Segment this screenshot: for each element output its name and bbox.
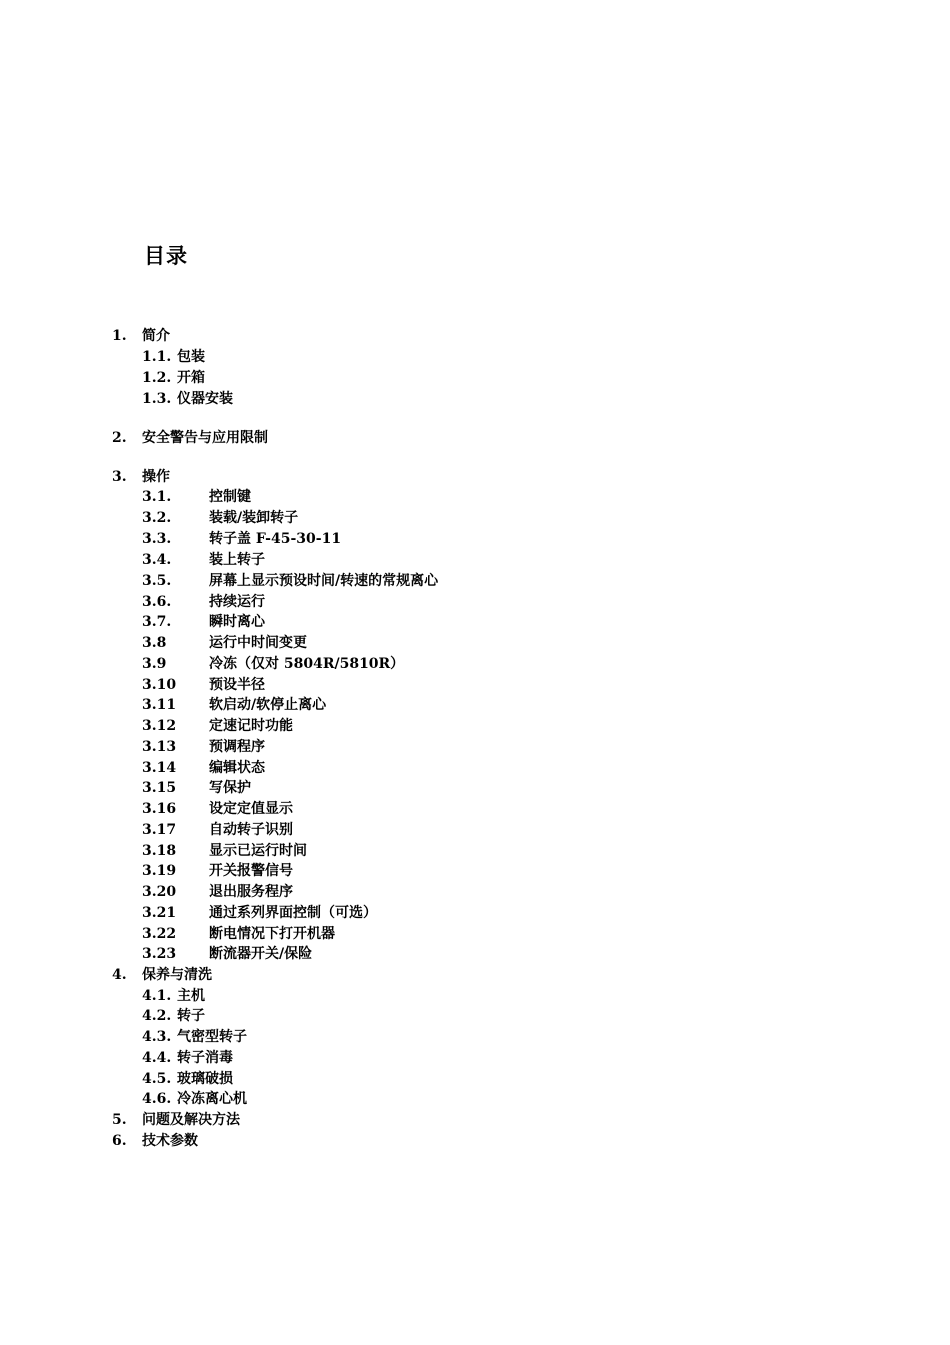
toc-entry-number: 4.2.	[142, 1008, 172, 1024]
toc-entry-text: 装载/装卸转子	[209, 510, 299, 526]
toc-entry-number: 4.4.	[142, 1050, 172, 1066]
toc-entry-text: 玻璃破损	[177, 1071, 233, 1087]
toc-entry-number: 6.	[112, 1133, 127, 1149]
toc-entry-text: 气密型转子	[177, 1029, 247, 1045]
toc-entry-text: 转子盖 F-45-30-11	[209, 531, 342, 547]
toc-entry-text: 显示已运行时间	[209, 843, 307, 859]
toc-entry-text: 冷冻（仅对 5804R/5810R）	[209, 656, 405, 672]
toc-entry-text: 安全警告与应用限制	[142, 430, 268, 446]
toc-entry-number: 3.18	[142, 843, 177, 859]
toc-entry-text: 瞬时离心	[209, 614, 265, 630]
toc-entry-text: 包装	[177, 349, 205, 365]
toc-entry-number: 3.	[112, 469, 127, 485]
toc-entry-number: 1.3.	[142, 391, 172, 407]
toc-entry-text: 保养与清洗	[142, 967, 212, 983]
toc-entry-number: 3.8	[142, 635, 167, 651]
toc-entry-text: 定速记时功能	[209, 718, 293, 734]
toc-entry-number: 3.9	[142, 656, 167, 672]
toc-entry-number: 3.20	[142, 884, 177, 900]
toc-entry-number: 3.13	[142, 739, 177, 755]
toc-entry-text: 开关报警信号	[209, 863, 293, 879]
toc-entry-number: 4.1.	[142, 988, 172, 1004]
toc-entry-text: 问题及解决方法	[142, 1112, 240, 1128]
toc-entry-text: 预调程序	[209, 739, 265, 755]
toc-entry-number: 4.5.	[142, 1071, 172, 1087]
toc-entry-text: 屏幕上显示预设时间/转速的常规离心	[209, 573, 439, 589]
toc-entry-number: 3.1.	[142, 489, 172, 505]
toc-entry-number: 3.22	[142, 926, 177, 942]
toc-entry-text: 设定定值显示	[209, 801, 293, 817]
toc-entry-number: 3.7.	[142, 614, 172, 630]
toc-entry-number: 4.3.	[142, 1029, 172, 1045]
toc-entry-text: 主机	[177, 988, 205, 1004]
toc-entry-number: 4.6.	[142, 1091, 172, 1107]
toc-entry-number: 3.16	[142, 801, 177, 817]
toc-entry-text: 写保护	[209, 780, 251, 796]
toc-entry-number: 1.2.	[142, 370, 172, 386]
toc-entry-text: 退出服务程序	[209, 884, 293, 900]
toc-entry-number: 3.2.	[142, 510, 172, 526]
toc-entry-number: 3.23	[142, 946, 177, 962]
toc-entry-text: 转子	[177, 1008, 205, 1024]
toc-entry-text: 简介	[142, 328, 170, 344]
toc-entry-number: 3.5.	[142, 573, 172, 589]
toc-entry-text: 持续运行	[209, 594, 265, 610]
toc-entry-text: 断流器开关/保险	[209, 946, 313, 962]
toc-entry-text: 转子消毒	[177, 1050, 233, 1066]
toc-entry-text: 技术参数	[142, 1133, 198, 1149]
toc-entry-text: 装上转子	[209, 552, 265, 568]
toc-entry-number: 3.19	[142, 863, 177, 879]
toc-entry-text: 运行中时间变更	[209, 635, 307, 651]
toc-entry-text: 仪器安装	[177, 391, 233, 407]
toc-entry-text: 控制键	[209, 489, 251, 505]
toc-entry-number: 3.21	[142, 905, 177, 921]
toc-entry-text: 开箱	[177, 370, 205, 386]
toc-entry-text: 断电情况下打开机器	[209, 926, 335, 942]
toc-entry-number: 3.4.	[142, 552, 172, 568]
toc-entry-text: 预设半径	[209, 677, 265, 693]
toc-entry-number: 5.	[112, 1112, 127, 1128]
toc-entry-text: 自动转子识别	[209, 822, 293, 838]
toc-entry-number: 1.1.	[142, 349, 172, 365]
toc-entry-number: 3.17	[142, 822, 177, 838]
toc-entry-number: 1.	[112, 328, 127, 344]
toc-entry-text: 软启动/软停止离心	[209, 697, 327, 713]
toc-entry-text: 操作	[142, 469, 170, 485]
toc-entry-text: 冷冻离心机	[177, 1091, 247, 1107]
toc-entry-number: 3.14	[142, 760, 177, 776]
toc-entry-number: 3.11	[142, 697, 177, 713]
toc-entry-number: 3.10	[142, 677, 177, 693]
toc-entry-number: 3.12	[142, 718, 177, 734]
toc-entry-number: 2.	[112, 430, 127, 446]
toc-entry-number: 4.	[112, 967, 127, 983]
toc-entry-text: 编辑状态	[209, 760, 265, 776]
toc-entry-number: 3.15	[142, 780, 177, 796]
toc-entry-number: 3.3.	[142, 531, 172, 547]
toc-entry-number: 3.6.	[142, 594, 172, 610]
toc-entry-text: 通过系列界面控制（可选）	[209, 905, 377, 921]
toc-title: 目录	[144, 243, 188, 268]
